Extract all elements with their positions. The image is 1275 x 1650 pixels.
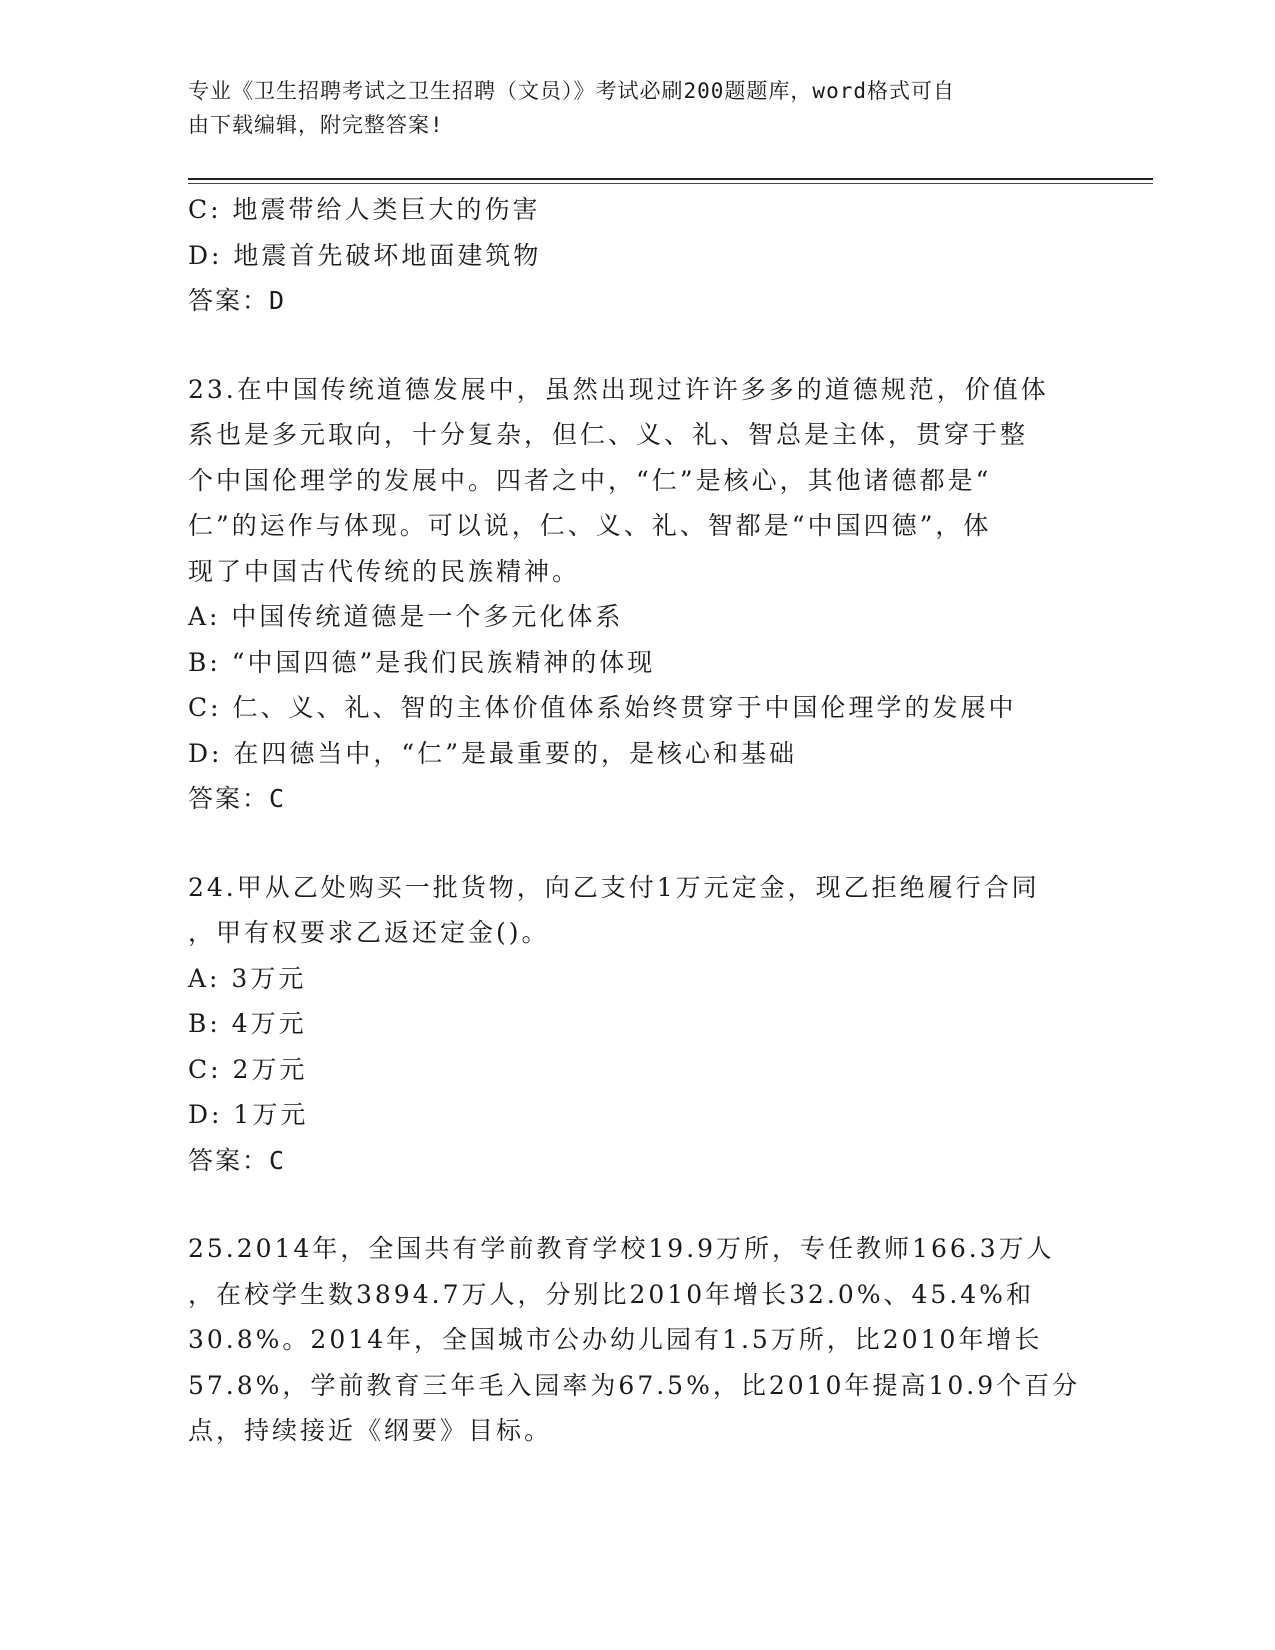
option-a: A: 3万元 [188, 963, 307, 993]
question-stem-line: 30.8%。2014年，全国城市公办幼儿园有1.5万所，比2010年增长 [188, 1325, 1043, 1354]
question-stem-line: ，甲有权要求乙返还定金()。 [188, 918, 550, 947]
option-c: C: 2万元 [188, 1054, 308, 1084]
question-stem-line: 57.8%，学前教育三年毛入园率为67.5%，比2010年提高10.9个百分 [188, 1370, 1081, 1400]
question-stem-line: 点，持续接近《纲要》目标。 [188, 1416, 553, 1445]
question-stem-line: 现了中国古代传统的民族精神。 [188, 556, 581, 586]
question-stem-line: ，在校学生数3894.7万人，分别比2010年增长32.0%、45.4%和 [188, 1279, 1034, 1309]
option-c: C: 仁、义、礼、智的主体价值体系始终贯穿于中国伦理学的发展中 [188, 693, 1017, 722]
option-a: A: 中国传统道德是一个多元化体系 [188, 602, 624, 631]
question-stem-line: 个中国伦理学的发展中。四者之中，“仁”是核心，其他诸德都是“ [188, 465, 992, 495]
option-c: C: 地震带给人类巨大的伤害 [188, 195, 541, 224]
option-d: D: 1万元 [188, 1100, 309, 1129]
spacer [188, 822, 1088, 865]
header-rule-thin [188, 183, 1153, 184]
option-d: D: 地震首先破坏地面建筑物 [188, 240, 542, 270]
header-rule-thick [188, 178, 1153, 180]
question-stem-line: 23.在中国传统道德发展中，虽然出现过许许多多的道德规范，价值体 [188, 374, 1049, 404]
option-b: B: 4万元 [188, 1009, 307, 1038]
header-line-1: 专业《卫生招聘考试之卫生招聘（文员）》考试必刷200题题库，word格式可自 [188, 79, 955, 103]
answer-line: 答案：C [188, 784, 287, 813]
page-header [188, 74, 1068, 142]
question-stem-line: 25.2014年，全国共有学前教育学校19.9万所，专任教师166.3万人 [188, 1234, 1055, 1263]
spacer [188, 1183, 1088, 1226]
question-24 [188, 865, 1088, 1184]
question-23 [188, 367, 1088, 822]
option-d: D: 在四德当中，“仁”是最重要的，是核心和基础 [188, 738, 797, 768]
answer-line: 答案：D [188, 286, 287, 315]
header-line-2: 由下载编辑，附完整答案! [188, 113, 444, 137]
answer-line: 答案：C [188, 1145, 287, 1175]
question-stem-line: 系也是多元取向，十分复杂，但仁、义、礼、智总是主体，贯穿于整 [188, 420, 1029, 449]
question-content [188, 187, 1088, 1454]
question-stem-line: 24.甲从乙处购买一批货物，向乙支付1万元定金，现乙拒绝履行合同 [188, 872, 1040, 902]
question-25 [188, 1226, 1088, 1454]
question-stem-line: 仁”的运作与体现。可以说，仁、义、礼、智都是“中国四德”，体 [188, 511, 992, 540]
option-b: B: “中国四德”是我们民族精神的体现 [188, 647, 656, 677]
question-22-continued [188, 187, 1088, 324]
spacer [188, 324, 1088, 367]
